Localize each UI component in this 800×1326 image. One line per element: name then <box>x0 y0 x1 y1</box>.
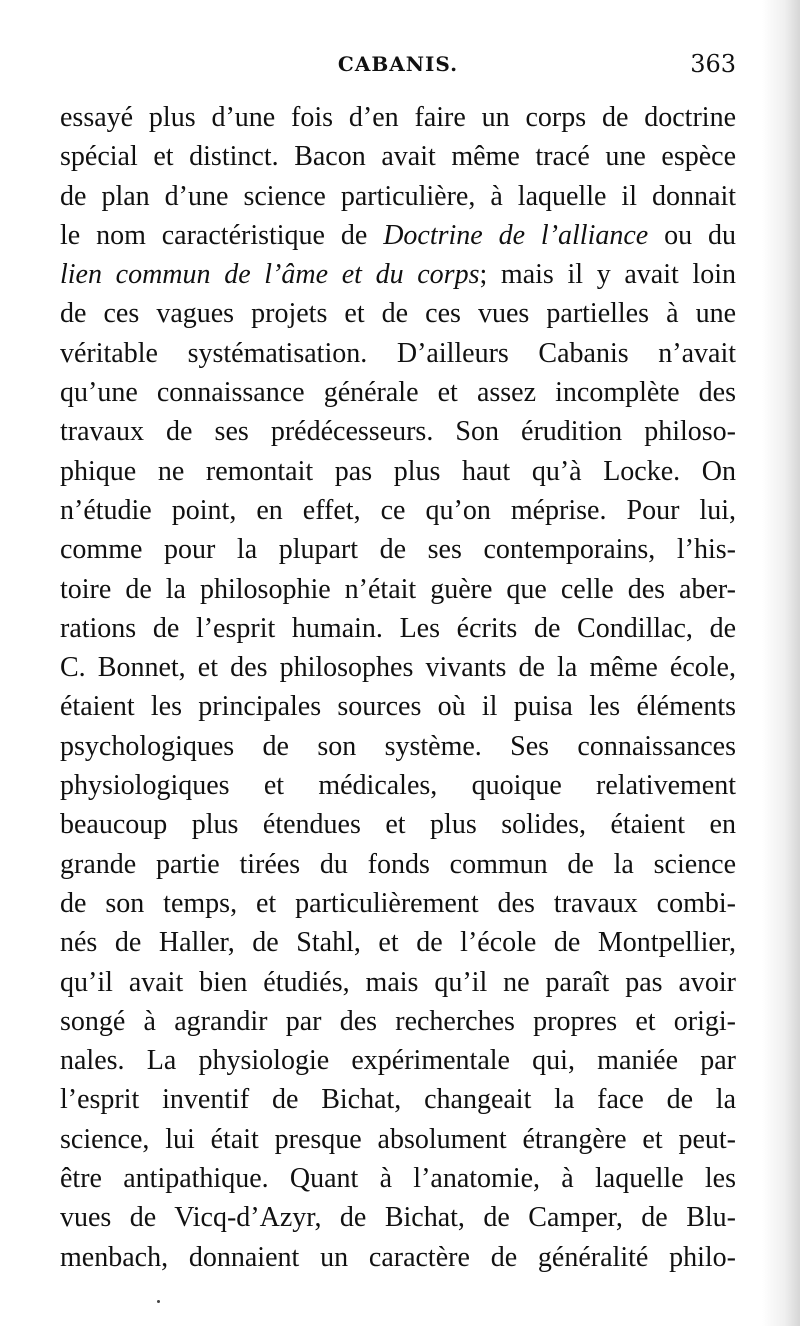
text-run: étaient les principales sources où il puisa les éléments <box>60 691 736 723</box>
text-run: nés de Haller, de Stahl, et de l’école de Montpellier, <box>60 927 736 959</box>
text-line <box>60 373 736 412</box>
text-line <box>60 805 736 844</box>
text-line <box>60 609 736 648</box>
text-run: qu’il avait bien étudiés, mais qu’il ne paraît pas avoir <box>60 966 736 998</box>
text-run: de ces vagues projets et de ces vues partielles à une <box>60 298 736 330</box>
text-run: nales. La physiologie expérimentale qui, maniée par <box>60 1045 736 1077</box>
text-run: songé à agrandir par des recherches propres et origi- <box>60 1005 736 1037</box>
text-line <box>60 255 736 294</box>
text-run: ou du <box>648 219 736 251</box>
text-line <box>60 570 736 609</box>
text-line <box>60 491 736 530</box>
text-run: vues de Vicq-d’Azyr, de Bichat, de Camper, de Blu- <box>60 1202 736 1234</box>
text-run: travaux de ses prédécesseurs. Son érudition philoso- <box>60 416 736 448</box>
text-line <box>60 452 736 491</box>
text-line <box>60 963 736 1002</box>
text-line <box>60 687 736 726</box>
text-line <box>60 216 736 255</box>
text-line <box>60 1080 736 1119</box>
text-run: l’esprit inventif de Bichat, changeait la face de la <box>60 1084 736 1116</box>
text-line <box>60 334 736 373</box>
running-head <box>60 50 736 84</box>
text-line <box>60 1198 736 1237</box>
text-run: C. Bonnet, et des philosophes vivants de la même école, <box>60 652 736 684</box>
body-text <box>60 98 736 1277</box>
text-run: essayé plus d’une fois d’en faire un corps de doctrine <box>60 102 736 133</box>
text-run: le nom caractéristique de <box>60 219 384 251</box>
text-line <box>60 648 736 687</box>
running-title: CABANIS. <box>337 52 459 76</box>
text-run: phique ne remontait pas plus haut qu’à Locke. On <box>60 455 736 487</box>
text-run: de son temps, et particulièrement des travaux combi- <box>60 887 736 919</box>
text-line <box>60 412 736 451</box>
text-line <box>60 177 736 216</box>
text-run: menbach, donnaient un caractère de généralité philo- <box>60 1241 736 1273</box>
text-run: rations de l’esprit humain. Les écrits de Condillac, de <box>60 612 736 644</box>
text-run: ; mais il y avait loin <box>479 259 736 291</box>
text-run: spécial et distinct. Bacon avait même tracé une espèce <box>60 141 736 173</box>
text-run: beaucoup plus étendues et plus solides, étaient en <box>60 809 736 841</box>
page-edge-shadow <box>762 0 800 1326</box>
text-run: grande partie tirées du fonds commun de la science <box>60 848 736 880</box>
page-number: 363 <box>690 50 736 78</box>
text-run: science, lui était presque absolument étrangère et peut- <box>60 1123 736 1155</box>
text-line <box>60 1238 736 1277</box>
text-line <box>60 1041 736 1080</box>
text-run: toire de la philosophie n’était guère que celle des aber- <box>60 573 736 605</box>
italic-run: lien commun de l’âme et du corps <box>60 259 480 291</box>
text-line <box>60 766 736 805</box>
text-line <box>60 294 736 333</box>
text-run: de plan d’une science particulière, à laquelle il donnait <box>60 180 736 212</box>
text-run: comme pour la plupart de ses contemporains, l’his- <box>60 534 736 566</box>
text-run: qu’une connaissance générale et assez incomplète des <box>60 377 736 409</box>
text-line <box>60 1159 736 1198</box>
text-line <box>60 923 736 962</box>
text-run: véritable systématisation. D’ailleurs Cabanis n’avait <box>60 337 736 369</box>
text-run: être antipathique. Quant à l’anatomie, à laquelle les <box>60 1163 736 1195</box>
italic-run: Doctrine de l’alliance <box>383 219 649 251</box>
text-line <box>60 1002 736 1041</box>
text-line <box>60 1120 736 1159</box>
text-line <box>60 727 736 766</box>
text-line <box>60 530 736 569</box>
text-line <box>60 845 736 884</box>
text-line <box>60 884 736 923</box>
text-run: psychologiques de son système. Ses connaissances <box>60 730 736 762</box>
text-run: n’étudie point, en effet, ce qu’on méprise. Pour lui, <box>60 494 736 526</box>
ink-speck <box>157 1300 160 1303</box>
text-line <box>60 137 736 176</box>
text-line <box>60 98 736 137</box>
text-run: physiologiques et médicales, quoique relativement <box>60 770 736 802</box>
